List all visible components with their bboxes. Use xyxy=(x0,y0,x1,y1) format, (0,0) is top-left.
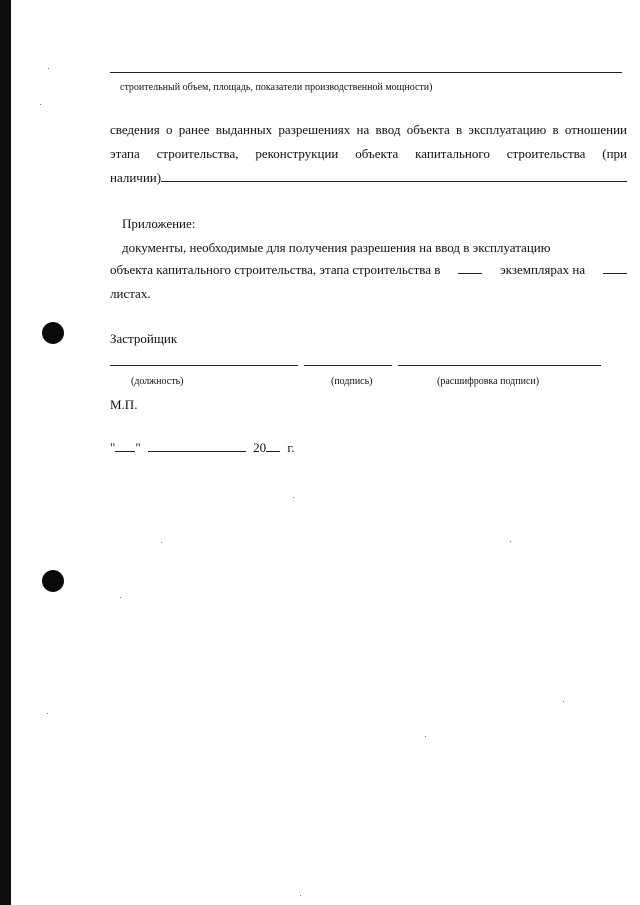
scan-speck xyxy=(120,597,121,598)
attachment-heading: Приложение: xyxy=(122,216,196,231)
scan-speck xyxy=(47,713,48,714)
top-caption: строительный объем, площадь, показатели производственной мощности) xyxy=(120,82,433,93)
stamp-place: М.П. xyxy=(110,397,138,412)
signature-caption: (подпись) xyxy=(331,376,373,387)
attachment-line-2 xyxy=(110,258,627,282)
attachment-line-3: листах. xyxy=(110,286,151,301)
previous-permits-line-3 xyxy=(110,166,627,190)
name-line xyxy=(398,365,601,366)
previous-permits-line-3-text: наличии) xyxy=(110,170,162,185)
date-close-quote: " xyxy=(135,440,141,455)
attachment-line-2-text-a: объекта капитального строительства, этапа строительства в xyxy=(110,262,441,277)
position-caption: (должность) xyxy=(131,376,184,387)
top-underline xyxy=(110,72,622,73)
day-blank xyxy=(115,451,135,452)
sheets-count-blank xyxy=(603,273,627,274)
previous-permits-line-2: этапа строительства, реконструкции объекта капитального строительства (при xyxy=(110,146,627,161)
attachment-line-2-text-b: экземплярах на xyxy=(500,262,586,277)
scan-speck xyxy=(48,68,49,69)
scan-edge-shadow xyxy=(0,0,11,905)
scan-speck xyxy=(425,736,426,737)
date-open-quote: " xyxy=(110,440,116,455)
year-prefix: 20 xyxy=(253,440,267,455)
date-line xyxy=(110,440,295,456)
year-blank xyxy=(266,451,280,452)
previous-permits-line-1: сведения о ранее выданных разрешениях на ввод объекта в эксплуатацию в отношении xyxy=(110,122,627,137)
month-blank xyxy=(148,451,246,452)
previous-permits-fill-line xyxy=(161,181,627,182)
name-caption: (расшифровка подписи) xyxy=(437,376,540,387)
scan-speck xyxy=(510,541,511,542)
scan-speck xyxy=(563,701,564,702)
scan-speck xyxy=(293,497,294,498)
scan-speck xyxy=(40,104,41,105)
copies-count-blank xyxy=(458,273,482,274)
previous-permits-paragraph xyxy=(110,118,627,190)
developer-label: Застройщик xyxy=(110,331,178,346)
punch-hole-lower xyxy=(42,570,64,592)
year-suffix: г. xyxy=(287,440,295,455)
position-line xyxy=(110,365,298,366)
scan-speck xyxy=(161,542,162,543)
scan-speck xyxy=(300,895,301,896)
signature-line xyxy=(304,365,392,366)
punch-hole-upper xyxy=(42,322,64,344)
attachment-line-1: документы, необходимые для получения разрешения на ввод в эксплуатацию xyxy=(122,240,551,255)
